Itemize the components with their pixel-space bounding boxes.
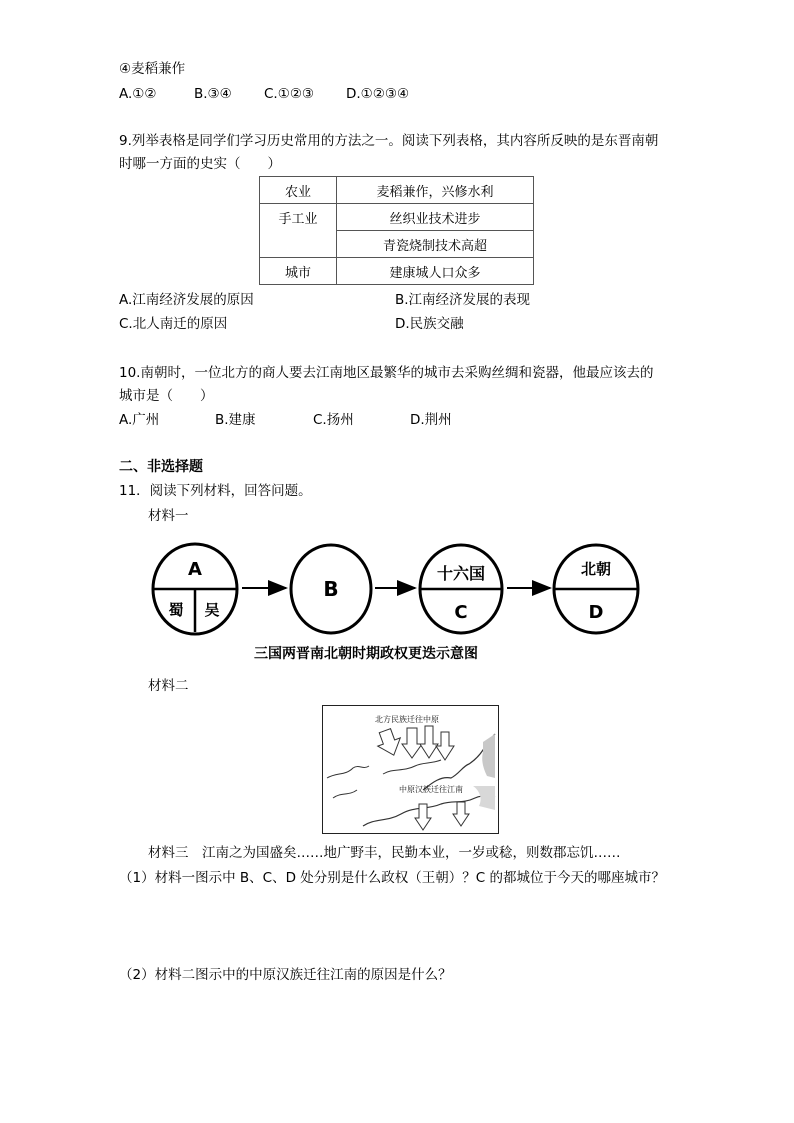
table-cell-category: 农业 — [260, 177, 337, 204]
migration-map — [322, 705, 499, 834]
circle-b — [291, 545, 371, 633]
circle3-top-label: 十六国 — [436, 564, 486, 583]
q8-option-a[interactable]: A.①② — [119, 86, 157, 102]
q10-option-d[interactable]: D.荆州 — [410, 412, 452, 428]
q9-option-b[interactable]: B.江南经济发展的表现 — [395, 292, 531, 308]
q10-stem-line1: 10.南朝时，一位北方的商人要去江南地区最繁华的城市去采购丝绸和瓷器，他最应该去的 — [119, 365, 654, 381]
q9-table — [259, 176, 534, 285]
q8-option-b[interactable]: B.③④ — [194, 86, 232, 102]
circle3-bottom-label: C — [454, 602, 468, 623]
circle-three-kingdoms — [153, 544, 237, 634]
q9-stem-line1: 9.列举表格是同学们学习历史常用的方法之一。阅读下列表格，其内容所反映的是东晋南朝 — [119, 133, 659, 149]
q8-option-c[interactable]: C.①②③ — [264, 86, 315, 102]
circle1-shu-label: 蜀 — [168, 601, 184, 619]
circle1-top-label: A — [188, 559, 202, 580]
diagram-caption: 三国两晋南北朝时期政权更迭示意图 — [254, 646, 478, 662]
table-cell-value: 丝织业技术进步 — [337, 204, 534, 231]
table-cell-value: 建康城人口众多 — [337, 258, 534, 285]
section-heading: 二、非选择题 — [119, 459, 203, 475]
circle-northern-dynasties — [554, 545, 638, 633]
q8-item4: ④麦稻兼作 — [119, 61, 186, 77]
table-cell-value: 青瓷烧制技术高超 — [337, 231, 534, 258]
table-cell-category: 手工业 — [260, 204, 337, 258]
material1-label: 材料一 — [148, 508, 189, 524]
q9-option-c[interactable]: C.北人南迁的原因 — [119, 316, 228, 332]
q11-stem: 11．阅读下列材料，回答问题。 — [119, 483, 312, 499]
q10-stem-line2: 城市是（ ） — [119, 388, 214, 404]
table-cell-value: 麦稻兼作，兴修水利 — [337, 177, 534, 204]
circle4-top-label: 北朝 — [580, 560, 612, 578]
q10-option-a[interactable]: A.广州 — [119, 412, 160, 428]
circle1-wu-label: 吴 — [204, 601, 220, 619]
map-label-north: 北方民族迁往中原 — [375, 715, 439, 724]
circle2-label: B — [323, 577, 339, 601]
circle4-bottom-label: D — [588, 602, 604, 623]
sub-question-2: （2）材料二图示中的中原汉族迁往江南的原因是什么？ — [119, 967, 452, 983]
material3-text: 材料三 江南之为国盛矣……地广野丰，民勤本业，一岁或稔，则数郡忘饥…… — [148, 845, 621, 861]
map-label-south: 中原汉族迁往江南 — [399, 785, 463, 794]
q9-stem-line2: 时哪一方面的史实（ ） — [119, 156, 281, 172]
q8-option-d[interactable]: D.①②③④ — [346, 86, 410, 102]
q10-option-b[interactable]: B.建康 — [215, 412, 256, 428]
material2-label: 材料二 — [148, 678, 189, 694]
q9-option-d[interactable]: D.民族交融 — [395, 316, 464, 332]
table-cell-category: 城市 — [260, 258, 337, 285]
q10-option-c[interactable]: C.扬州 — [313, 412, 354, 428]
q9-option-a[interactable]: A.江南经济发展的原因 — [119, 292, 254, 308]
circle-sixteen-kingdoms — [420, 545, 502, 633]
sub-question-1: （1）材料一图示中 B、C、D 处分别是什么政权（王朝）？C 的都城位于今天的哪座城市？ — [119, 870, 665, 886]
